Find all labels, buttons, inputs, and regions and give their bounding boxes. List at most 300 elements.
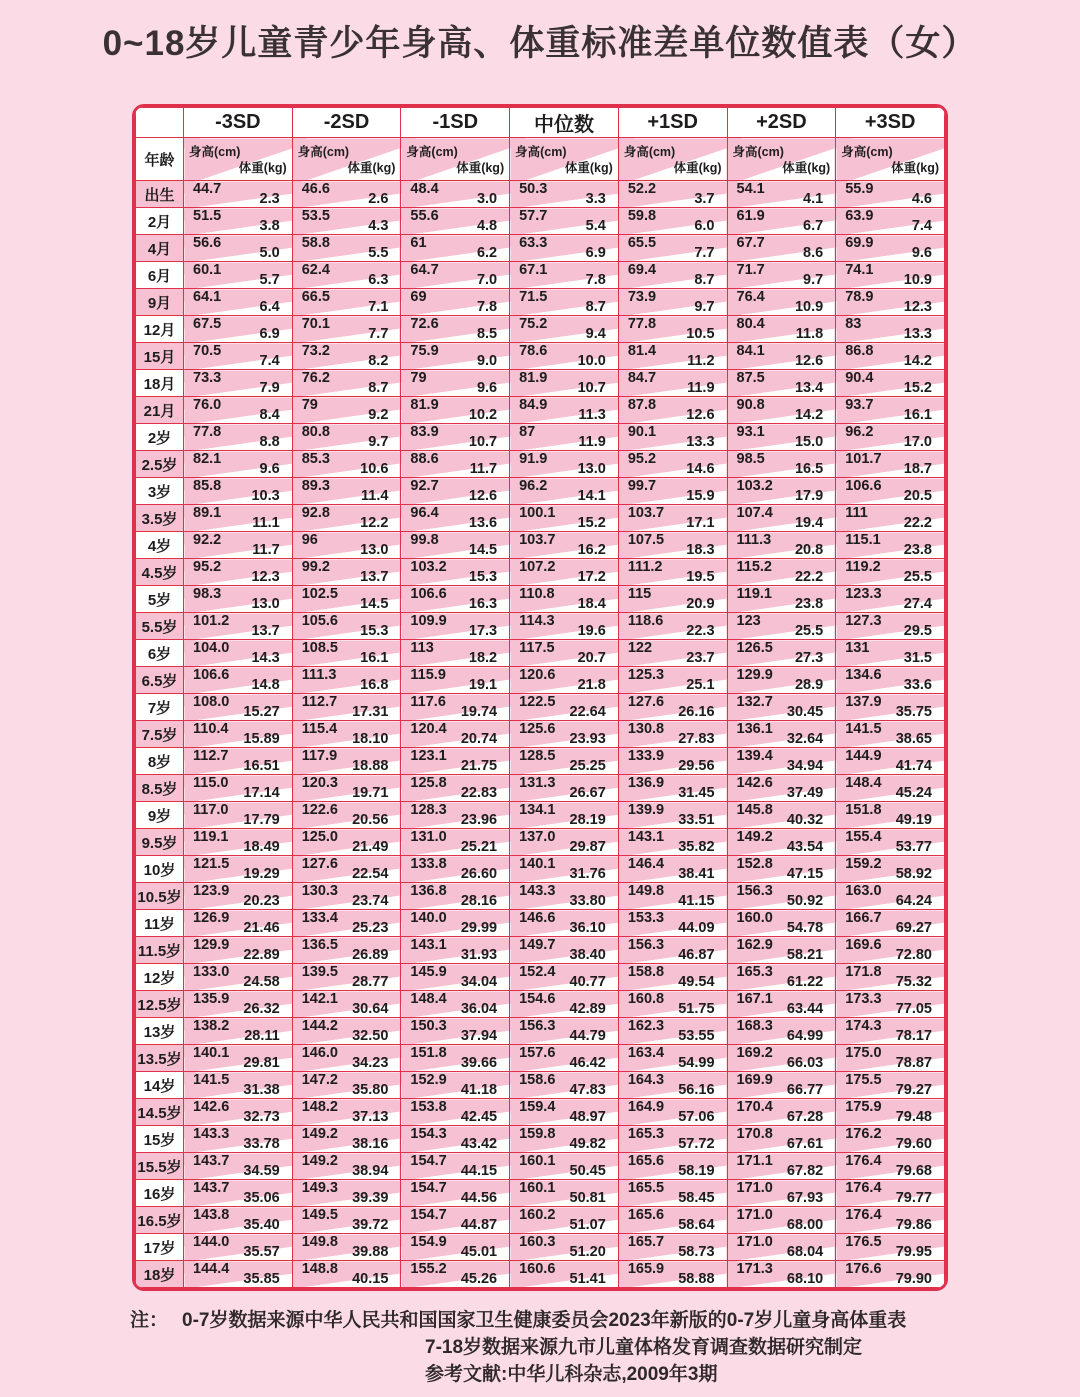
value-cell [401,829,510,856]
sd-header: +3SD [836,108,945,138]
height-value: 119.1 [736,586,773,602]
table-row [136,424,945,451]
weight-value: 12.6 [468,488,498,504]
height-value: 101.7 [845,451,882,467]
height-value: 125.3 [627,667,665,683]
weight-value: 32.73 [243,1109,280,1125]
age-cell: 17岁 [136,1234,184,1261]
weight-value: 79.90 [895,1271,932,1287]
height-value: 77.8 [627,316,657,332]
unit-cell [184,138,293,181]
weight-value: 33.51 [678,812,715,828]
height-value: 71.5 [519,289,548,305]
weight-value: 6.7 [803,218,824,234]
height-value: 149.3 [301,1180,338,1196]
height-value: 77.8 [193,424,222,440]
value-cell [618,343,727,370]
value-cell [618,1045,727,1072]
weight-value: 29.87 [569,839,606,855]
value-cell [510,586,619,613]
weight-value: 19.74 [460,704,498,720]
height-unit-label: 身高(cm) [406,145,458,159]
age-cell: 7.5岁 [136,721,184,748]
value-cell [727,1180,836,1207]
height-value: 165.3 [736,964,773,980]
page-title: 0~18岁儿童青少年身高、体重标准差单位数值表（女） [102,24,978,63]
height-value: 69.9 [845,235,874,251]
value-cell [401,1072,510,1099]
weight-value: 32.64 [786,731,824,747]
weight-value: 31.93 [460,947,498,963]
weight-value: 46.42 [569,1055,606,1071]
height-value: 148.2 [301,1099,338,1115]
height-value: 141.5 [845,721,882,737]
height-value: 141.5 [193,1072,230,1088]
weight-value: 26.89 [352,947,389,963]
height-value: 67.1 [519,262,548,278]
height-value: 143.7 [193,1180,230,1196]
height-value: 156.3 [736,883,773,899]
value-cell [618,316,727,343]
value-cell [292,721,401,748]
age-cell: 5.5岁 [136,613,184,640]
value-cell [836,667,945,694]
weight-value: 11.7 [469,461,498,477]
weight-value: 13.7 [251,623,280,639]
height-value: 103.7 [519,532,556,548]
value-cell [836,1072,945,1099]
value-cell [836,289,945,316]
table-row [136,667,945,694]
height-value: 171.0 [736,1234,773,1250]
weight-value: 7.4 [259,353,280,369]
value-cell [727,370,836,397]
weight-value: 31.5 [903,650,932,666]
value-cell [510,775,619,802]
height-value: 76.0 [193,397,222,413]
height-value: 99.2 [301,559,330,575]
value-cell [618,397,727,424]
value-cell [510,1180,619,1207]
value-cell [618,559,727,586]
table-row [136,1072,945,1099]
height-value: 156.3 [519,1018,556,1034]
height-value: 92.8 [301,505,330,521]
weight-value: 13.0 [251,596,280,612]
weight-value: 42.45 [460,1109,498,1125]
table-row [136,1153,945,1180]
height-value: 137.9 [845,694,882,710]
weight-value: 79.77 [895,1190,932,1206]
value-cell [292,1126,401,1153]
value-cell [836,1207,945,1234]
height-value: 171.8 [845,964,882,980]
weight-value: 48.97 [569,1109,606,1125]
value-cell [727,775,836,802]
weight-value: 27.4 [903,596,932,612]
value-cell [292,613,401,640]
weight-value: 11.3 [578,407,606,423]
weight-value: 57.06 [678,1109,715,1125]
weight-value: 8.6 [803,245,824,261]
weight-value: 16.2 [577,542,606,558]
value-cell [510,397,619,424]
value-cell [727,613,836,640]
weight-value: 66.77 [786,1082,824,1098]
value-cell [292,1207,401,1234]
height-value: 82.1 [193,451,222,467]
height-value: 143.1 [627,829,665,845]
value-cell [401,640,510,667]
height-value: 162.3 [627,1018,665,1034]
value-cell [727,262,836,289]
height-value: 176.5 [845,1234,882,1250]
height-value: 71.7 [736,262,765,278]
table-row [136,316,945,343]
height-value: 114.3 [519,613,555,629]
value-cell [618,1018,727,1045]
value-cell [184,532,293,559]
weight-value: 17.0 [903,434,932,450]
value-cell [292,829,401,856]
height-value: 143.7 [193,1153,230,1169]
value-cell [184,1261,293,1288]
value-cell [836,559,945,586]
height-value: 111.3 [301,667,337,683]
height-value: 67.5 [193,316,222,332]
weight-value: 17.2 [577,569,606,585]
height-value: 69 [410,289,427,305]
height-value: 117.6 [410,694,446,710]
height-value: 154.3 [410,1126,447,1142]
weight-value: 39.88 [352,1244,389,1260]
height-value: 103.2 [410,559,447,575]
value-cell [618,424,727,451]
value-cell [184,721,293,748]
weight-value: 25.25 [569,758,606,774]
weight-value: 16.3 [468,596,498,612]
weight-value: 9.0 [476,353,498,369]
weight-value: 58.88 [678,1271,715,1287]
value-cell [727,883,836,910]
weight-value: 58.21 [786,947,824,963]
height-value: 139.4 [736,748,773,764]
value-cell [292,1153,401,1180]
value-cell [184,262,293,289]
height-value: 58.8 [301,235,330,251]
value-cell [836,964,945,991]
height-value: 133.0 [193,964,230,980]
value-cell [401,694,510,721]
weight-value: 25.21 [460,839,498,855]
age-cell: 12月 [136,316,184,343]
age-cell: 2.5岁 [136,451,184,478]
height-value: 112.7 [301,694,338,710]
value-cell [510,1234,619,1261]
weight-value: 61.22 [786,974,824,990]
value-cell [836,721,945,748]
height-value: 152.4 [519,964,556,980]
height-value: 110.4 [193,721,229,737]
height-value: 153.3 [627,910,665,926]
value-cell [401,586,510,613]
value-cell [184,424,293,451]
weight-value: 4.8 [476,218,498,234]
height-value: 53.5 [301,208,330,224]
height-value: 74.1 [845,262,874,278]
height-value: 143.8 [193,1207,230,1223]
weight-value: 41.74 [895,758,932,774]
value-cell [510,856,619,883]
weight-value: 51.41 [569,1271,606,1287]
table-row [136,478,945,505]
height-value: 175.9 [845,1099,882,1115]
height-value: 160.2 [519,1207,556,1223]
height-value: 136.9 [627,775,665,791]
height-value: 158.6 [519,1072,556,1088]
table-row [136,559,945,586]
table-row [136,964,945,991]
value-cell [727,532,836,559]
value-cell [510,1099,619,1126]
height-value: 129.9 [736,667,773,683]
height-value: 146.6 [519,910,556,926]
value-cell [836,1126,945,1153]
weight-value: 40.77 [569,974,606,990]
age-cell: 13岁 [136,1018,184,1045]
value-cell [618,748,727,775]
weight-value: 12.3 [251,569,280,585]
height-value: 146.4 [627,856,665,872]
weight-value: 17.3 [468,623,498,639]
height-value: 127.6 [301,856,338,872]
value-cell [836,262,945,289]
value-cell [510,721,619,748]
weight-value: 12.6 [686,407,715,423]
value-cell [292,937,401,964]
value-cell [618,1126,727,1153]
height-value: 110.8 [519,586,555,602]
height-value: 128.3 [410,802,447,818]
height-value: 46.6 [301,181,330,197]
weight-value: 25.5 [903,569,932,585]
sd-header: -2SD [292,108,401,138]
value-cell [184,1072,293,1099]
value-cell [836,802,945,829]
weight-value: 21.8 [577,677,606,693]
weight-value: 11.7 [252,542,280,558]
height-value: 81.9 [519,370,548,386]
weight-value: 66.03 [786,1055,824,1071]
weight-value: 38.41 [678,866,715,882]
value-cell [727,1045,836,1072]
height-value: 59.8 [627,208,657,224]
weight-value: 45.26 [460,1271,498,1287]
value-cell [401,964,510,991]
height-value: 84.1 [736,343,765,359]
value-cell [727,964,836,991]
value-cell [727,1207,836,1234]
height-value: 80.4 [736,316,765,332]
weight-value: 18.3 [686,542,715,558]
value-cell [618,775,727,802]
weight-unit-label: 体重(kg) [564,161,613,175]
height-unit-label: 身高(cm) [189,145,241,159]
height-value: 73.3 [193,370,222,386]
value-cell [727,1072,836,1099]
weight-value: 58.73 [678,1244,715,1260]
weight-value: 2.6 [368,191,389,207]
height-unit-label: 身高(cm) [297,145,350,159]
value-cell [184,478,293,505]
height-value: 176.6 [845,1261,882,1277]
weight-value: 7.8 [585,272,606,288]
note-line: 参考文献:中华儿科杂志,2009年3期 [425,1364,718,1385]
height-value: 136.1 [736,721,773,737]
height-value: 105.6 [301,613,338,629]
weight-value: 72.80 [895,947,932,963]
height-value: 107.5 [627,532,665,548]
weight-value: 36.10 [569,920,606,936]
weight-value: 29.81 [243,1055,280,1071]
height-value: 145.8 [736,802,773,818]
height-value: 155.4 [845,829,882,845]
weight-value: 8.7 [585,299,606,315]
value-cell [836,748,945,775]
table-row [136,343,945,370]
value-cell [401,370,510,397]
weight-value: 7.7 [694,245,715,261]
height-value: 117.0 [193,802,229,818]
value-cell [618,910,727,937]
height-value: 131.0 [410,829,447,845]
value-cell [292,181,401,208]
value-cell [510,748,619,775]
growth-table [135,107,945,1288]
footnotes [130,1307,1080,1388]
height-value: 165.3 [627,1126,665,1142]
value-cell [184,802,293,829]
weight-value: 31.76 [569,866,606,882]
table-row [136,397,945,424]
weight-value: 9.6 [911,245,932,261]
height-value: 154.7 [410,1207,447,1223]
height-value: 123.3 [845,586,882,602]
age-cell: 12.5岁 [136,991,184,1018]
weight-value: 38.65 [895,731,932,747]
height-value: 79 [410,370,427,386]
height-value: 165.5 [627,1180,665,1196]
age-cell: 15岁 [136,1126,184,1153]
height-value: 62.4 [301,262,330,278]
age-cell: 16.5岁 [136,1207,184,1234]
value-cell [836,505,945,532]
weight-value: 10.5 [686,326,715,342]
age-cell: 12岁 [136,964,184,991]
height-value: 67.7 [736,235,765,251]
height-value: 164.9 [627,1099,665,1115]
value-cell [292,1234,401,1261]
weight-value: 6.9 [259,326,280,342]
weight-value: 58.64 [678,1217,715,1233]
weight-value: 51.75 [678,1001,715,1017]
weight-value: 7.1 [368,299,389,315]
height-value: 140.0 [410,910,447,926]
age-cell: 5岁 [136,586,184,613]
height-value: 79 [301,397,318,413]
table-row [136,613,945,640]
weight-value: 19.5 [686,569,715,585]
weight-value: 33.78 [243,1136,280,1152]
value-cell [184,937,293,964]
value-cell [401,1261,510,1288]
weight-value: 35.40 [243,1217,280,1233]
weight-value: 19.29 [243,866,280,882]
weight-value: 64.24 [895,893,932,909]
value-cell [184,883,293,910]
height-value: 125.0 [301,829,338,845]
value-cell [618,532,727,559]
height-value: 89.1 [193,505,222,521]
value-cell [401,532,510,559]
height-value: 165.6 [627,1153,665,1169]
value-cell [510,316,619,343]
value-cell [292,1099,401,1126]
table-row [136,451,945,478]
height-value: 96.2 [845,424,874,440]
value-cell [510,343,619,370]
unit-cell [510,138,619,181]
weight-value: 67.61 [786,1136,824,1152]
value-cell [401,208,510,235]
weight-value: 16.8 [360,677,389,693]
height-value: 136.8 [410,883,447,899]
height-value: 61.9 [736,208,765,224]
height-value: 91.9 [519,451,548,467]
height-value: 115.4 [301,721,338,737]
height-value: 48.4 [410,181,439,197]
value-cell [184,667,293,694]
height-value: 123.1 [410,748,447,764]
value-cell [510,424,619,451]
age-cell: 9.5岁 [136,829,184,856]
weight-value: 25.23 [352,920,389,936]
height-value: 135.9 [193,991,230,1007]
height-value: 111.3 [736,532,772,548]
weight-value: 35.75 [895,704,932,720]
weight-value: 33.80 [569,893,606,909]
weight-value: 14.2 [794,407,824,423]
height-value: 143.3 [519,883,556,899]
height-value: 176.4 [845,1207,882,1223]
value-cell [618,613,727,640]
height-value: 159.4 [519,1099,556,1115]
value-cell [184,316,293,343]
weight-value: 36.04 [460,1001,498,1017]
sd-header: -1SD [401,108,510,138]
height-value: 115.2 [736,559,773,575]
age-cell: 13.5岁 [136,1045,184,1072]
weight-value: 19.4 [794,515,824,531]
weight-value: 11.4 [360,488,389,504]
height-value: 146.0 [301,1045,338,1061]
height-value: 160.0 [736,910,773,926]
value-cell [618,937,727,964]
table-row [136,640,945,667]
height-value: 87.5 [736,370,765,386]
height-value: 57.7 [519,208,548,224]
value-cell [401,316,510,343]
